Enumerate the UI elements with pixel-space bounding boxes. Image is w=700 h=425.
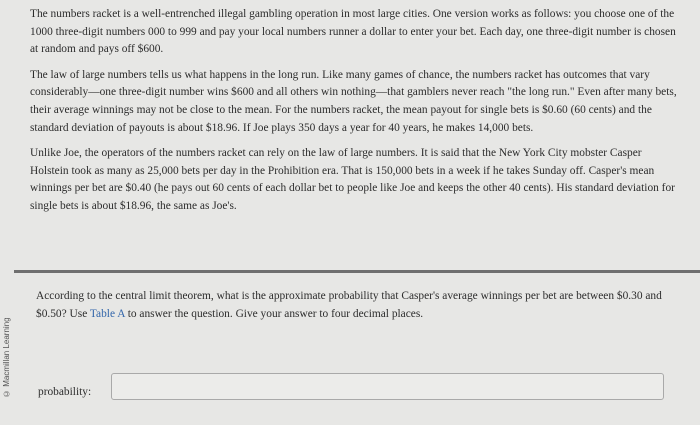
problem-passage — [30, 6, 680, 224]
question-text — [36, 288, 681, 323]
passage-paragraph-1: The numbers racket is a well-entrenched illegal gambling operation in most large cities. One version works as follows: you choose one of the 1000 three-digit numbers 000 to 999 and pay your local numbers runner a dollar to enter your bet. Each day, one three-digit number is chosen at random and pays off $600. — [30, 8, 676, 56]
passage-paragraph-2: The law of large numbers tells us what happens in the long run. Like many games of chance, the numbers racket has outcomes that vary considerably—one three-digit number wins $600 and all others win nothing—that gamblers never reach "the long run." Even after many bets, their average winnings may not be close to the mean. For the numbers racket, the mean payout for single bets is $0.60 (60 cents) and the standard deviation of payouts is about $18.96. If Joe plays 350 days a year for 40 years, he makes 14,000 bets. — [30, 68, 677, 134]
passage-paragraph-3: Unlike Joe, the operators of the numbers racket can rely on the law of large numbers. It is said that the New York City mobster Casper Holstein took as many as 25,000 bets per day in the Prohibition era. That is 150,000 bets in a week if he takes Sunday off. Casper's mean winnings per bet are $0.40 (he pays out 60 cents of each dollar bet to people like Joe and keeps the other 40 cents). His standard deviation for single bets is about $18.96, the same as Joe's. — [30, 147, 675, 212]
question-text-end: to answer the question. Give your answer to four decimal places. — [124, 307, 424, 320]
probability-label: probability: — [38, 386, 92, 398]
section-divider — [14, 270, 700, 273]
table-a-link[interactable]: Table A — [89, 307, 125, 320]
question-text-start: According to the central limit theorem, what is the approximate probability that Casper's average winnings per bet are between $0.30 and $0.50? Use — [36, 290, 662, 320]
probability-input[interactable] — [111, 373, 664, 400]
copyright-watermark: © Macmillan Learning — [2, 317, 11, 398]
